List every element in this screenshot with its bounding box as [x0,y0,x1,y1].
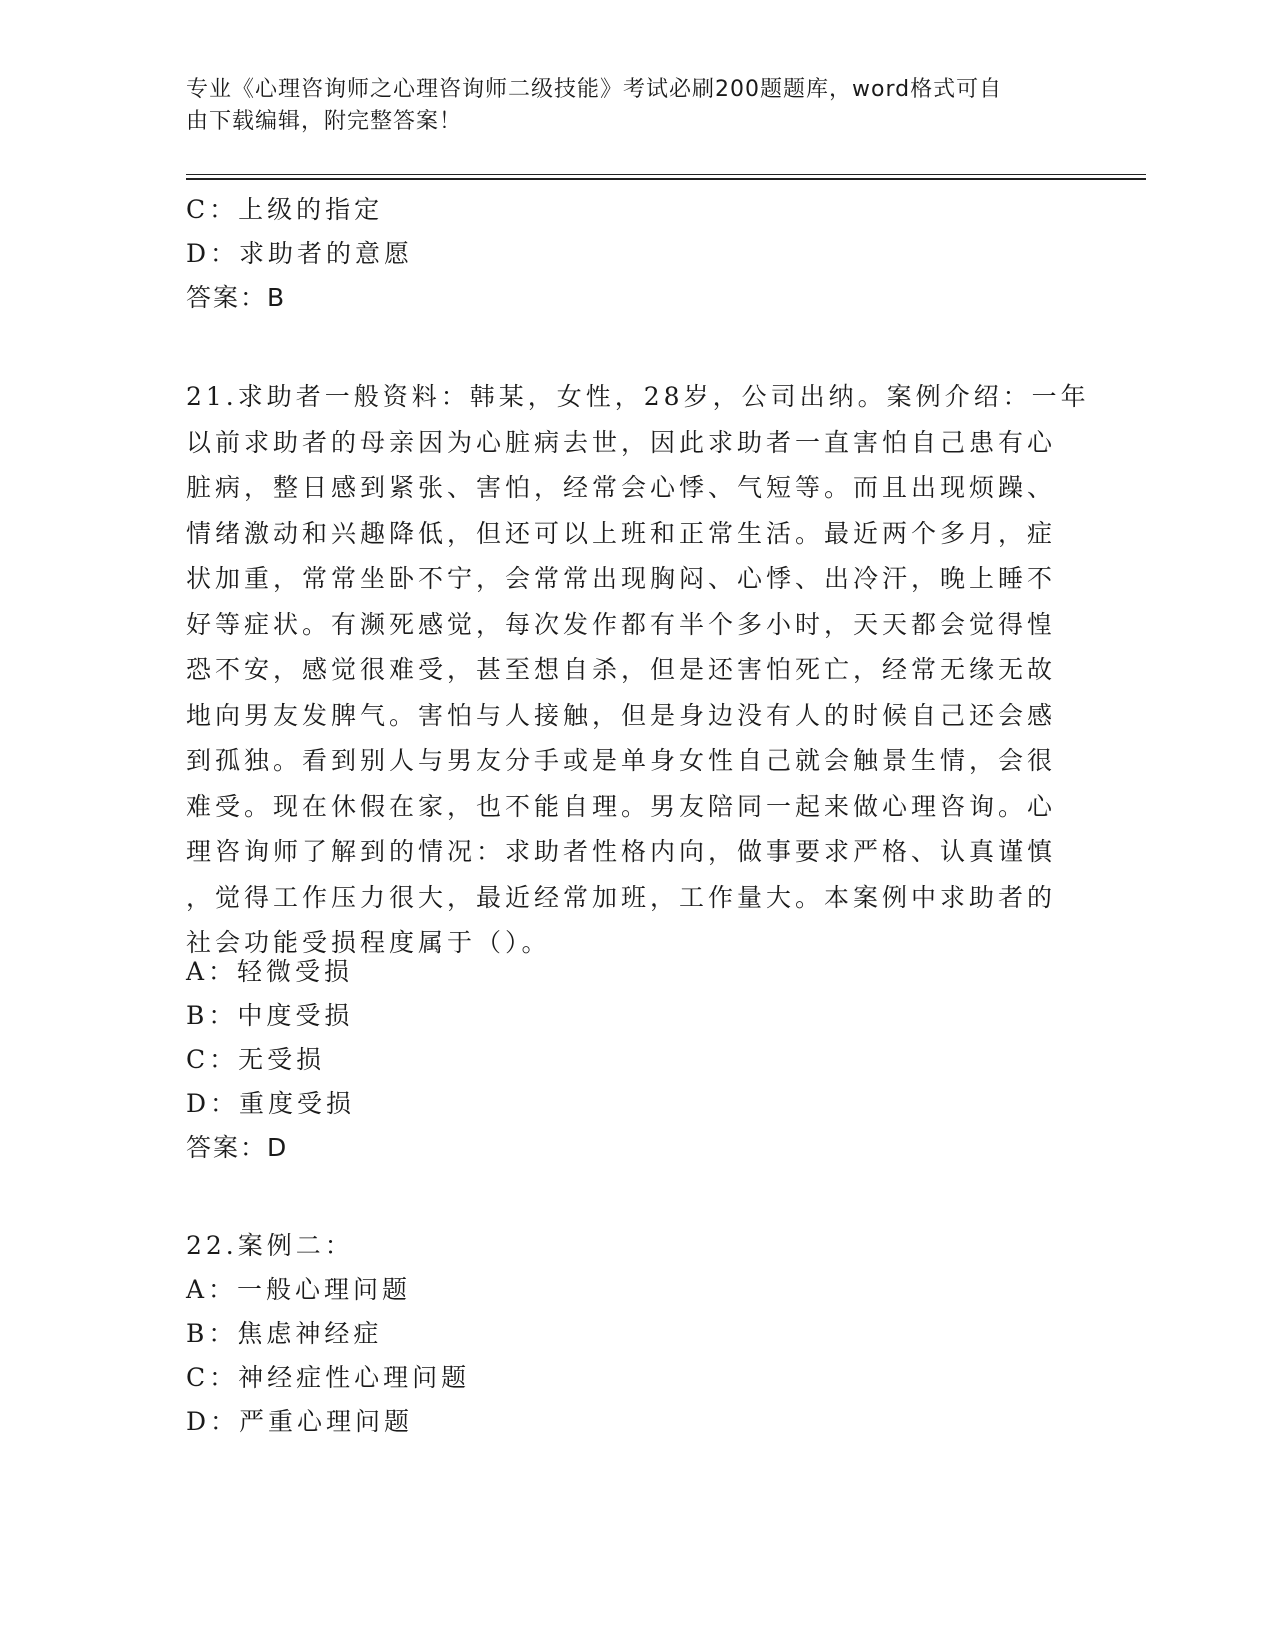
q21-stem-line: 社会功能受损程度属于（）。 [186,928,551,957]
q21-option-a: A：轻微受损 [186,957,354,986]
q21-option-c: C：无受损 [186,1045,326,1074]
header-line-1: 专业《心理咨询师之心理咨询师二级技能》考试必刷200题题库，word格式可自 [186,77,1003,102]
q21-stem-line: 脏病，整日感到紧张、害怕，经常会心悸、气短等。而且出现烦躁、 [186,473,1057,502]
q21-stem-line: 地向男友发脾气。害怕与人接触，但是身边没有人的时候自己还会感 [186,700,1057,730]
q21-stem-line: 情绪激动和兴趣降低，但还可以上班和正常生活。最近两个多月，症 [186,518,1057,548]
q22-option-c: C：神经症性心理问题 [186,1363,471,1392]
q22-option-b: B：焦虑神经症 [186,1319,383,1348]
q21-option-b: B：中度受损 [186,1001,354,1030]
q21-option-d: D：重度受损 [186,1089,356,1118]
q20-option-c: C：上级的指定 [186,195,384,224]
q22-option-d: D：严重心理问题 [186,1407,414,1436]
q20-answer: 答案：B [186,283,287,312]
document-header [186,74,1066,138]
header-divider-thin [186,174,1146,175]
q21-stem-line: 21.求助者一般资料：韩某，女性，28岁，公司出纳。案例介绍：一年 [186,382,1090,411]
q21-stem-line: ，觉得工作压力很大，最近经常加班，工作量大。本案例中求助者的 [186,882,1057,912]
q22-stem: 22.案例二： [186,1231,354,1260]
q21-stem-line: 好等症状。有濒死感觉，每次发作都有半个多小时，天天都会觉得惶 [186,609,1057,639]
q21-stem [186,374,1090,966]
q21-answer: 答案：D [186,1133,289,1162]
q21-stem-line: 到孤独。看到别人与男友分手或是单身女性自己就会触景生情，会很 [186,746,1057,775]
q21-stem-line: 状加重，常常坐卧不宁，会常常出现胸闷、心悸、出冷汗，晚上睡不 [186,564,1057,593]
q21-stem-line: 恐不安，感觉很难受，甚至想自杀，但是还害怕死亡，经常无缘无故 [186,655,1057,684]
q22-option-a: A：一般心理问题 [186,1275,412,1304]
q21-stem-line: 以前求助者的母亲因为心脏病去世，因此求助者一直害怕自己患有心 [186,427,1057,457]
q21-stem-line: 难受。现在休假在家，也不能自理。男友陪同一起来做心理咨询。心 [186,791,1057,821]
header-divider-thick [186,178,1146,180]
q21-stem-line: 理咨询师了解到的情况：求助者性格内向，做事要求严格、认真谨慎 [186,837,1057,866]
header-line-2: 由下载编辑，附完整答案！ [186,109,463,134]
q20-option-d: D：求助者的意愿 [186,239,414,268]
